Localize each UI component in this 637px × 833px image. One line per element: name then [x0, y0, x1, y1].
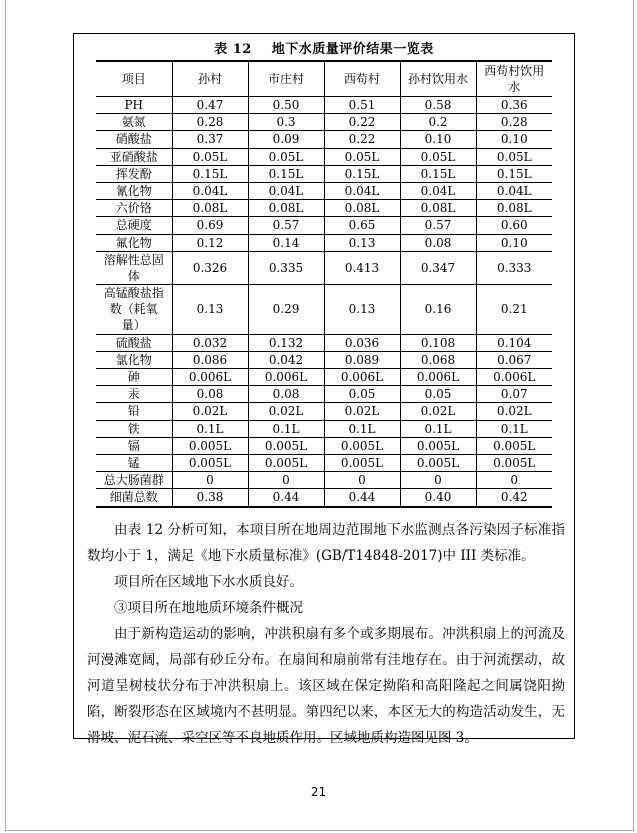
row-value-cell: 0.1L — [476, 420, 552, 437]
paragraph: 由于新构造运动的影响，冲洪积扇有多个或多期展布。冲洪积扇上的河流及河漫滩宽阔，局部有砂丘分布。在扇间和扇前常有洼地存在。由于河流摆动，故河道呈树枝状分布于冲洪积扇上。该区域在保定拗陷和高阳隆起之间属饶阳拗陷，断裂形态在区域境内不甚明显。第四纪以来，本区无大的构造活动发生，无滑坡、泥石流、采空区等不良地质作用。区域地质构造图见图 3。 — [87, 625, 565, 746]
body-text — [74, 517, 574, 751]
row-item-label: 高锰酸盐指数（耗氧量） — [96, 285, 172, 335]
row-item-label: 六价铬 — [96, 200, 172, 217]
row-value-cell: 0.3 — [248, 114, 324, 131]
row-value-cell: 0.02L — [476, 403, 552, 420]
row-value-cell: 0.21 — [476, 285, 552, 335]
row-value-cell: 0.13 — [324, 285, 400, 335]
row-value-cell: 0.05L — [172, 148, 248, 165]
row-value-cell: 0.006L — [172, 369, 248, 386]
row-value-cell: 0.57 — [248, 217, 324, 234]
row-value-cell: 0.1L — [172, 420, 248, 437]
table-row — [96, 334, 552, 351]
row-item-label: 硫酸盐 — [96, 334, 172, 351]
table-head — [96, 61, 552, 97]
header-cell: 市庄村 — [248, 61, 324, 97]
table-row — [96, 454, 552, 471]
row-value-cell: 0.05L — [476, 148, 552, 165]
content-border-box — [73, 33, 575, 746]
row-value-cell: 0.005L — [172, 437, 248, 454]
row-value-cell: 0.69 — [172, 217, 248, 234]
row-value-cell: 0.042 — [248, 351, 324, 368]
row-value-cell: 0.10 — [400, 131, 476, 148]
row-item-label: 汞 — [96, 386, 172, 403]
row-value-cell: 0.1L — [248, 420, 324, 437]
row-value-cell: 0.50 — [248, 97, 324, 114]
table-row — [96, 489, 552, 507]
table-body — [96, 97, 552, 507]
row-value-cell: 0.05 — [324, 386, 400, 403]
row-value-cell: 0.15L — [400, 165, 476, 182]
row-item-label: 氯化物 — [96, 351, 172, 368]
row-value-cell: 0 — [172, 472, 248, 489]
row-value-cell: 0.09 — [248, 131, 324, 148]
row-value-cell: 0.12 — [172, 234, 248, 251]
row-item-label: 氟化物 — [96, 234, 172, 251]
row-value-cell: 0.10 — [476, 234, 552, 251]
row-value-cell: 0.08L — [324, 200, 400, 217]
row-value-cell: 0.15L — [172, 165, 248, 182]
paragraph: 由表 12 分析可知，本项目所在地周边范围地下水监测点各污染因子标准指数均小于 1，满足《地下水质量标准》(GB/T14848-2017)中 III 类标准。 — [87, 521, 565, 564]
table-number-label: 表 12 — [214, 42, 252, 57]
table-row — [96, 285, 552, 335]
page-edge-right — [633, 0, 634, 831]
row-value-cell: 0.005L — [400, 454, 476, 471]
row-value-cell: 0.65 — [324, 217, 400, 234]
row-value-cell: 0.326 — [172, 251, 248, 284]
row-item-label: 镉 — [96, 437, 172, 454]
header-cell: 孙村饮用水 — [400, 61, 476, 97]
row-value-cell: 0.132 — [248, 334, 324, 351]
row-value-cell: 0.005L — [248, 437, 324, 454]
row-value-cell: 0.036 — [324, 334, 400, 351]
row-value-cell: 0.02L — [248, 403, 324, 420]
table-row — [96, 114, 552, 131]
row-item-label: 氰化物 — [96, 182, 172, 199]
row-value-cell: 0.36 — [476, 97, 552, 114]
table-row — [96, 97, 552, 114]
row-value-cell: 0.1L — [400, 420, 476, 437]
row-value-cell: 0.04L — [400, 182, 476, 199]
page-number: 21 — [310, 785, 327, 799]
row-value-cell: 0.58 — [400, 97, 476, 114]
row-value-cell: 0.15L — [324, 165, 400, 182]
row-value-cell: 0.006L — [476, 369, 552, 386]
row-value-cell: 0.29 — [248, 285, 324, 335]
row-value-cell: 0.05L — [400, 148, 476, 165]
row-value-cell: 0.006L — [324, 369, 400, 386]
row-value-cell: 0.47 — [172, 97, 248, 114]
row-value-cell: 0.05L — [248, 148, 324, 165]
row-value-cell: 0.08L — [248, 200, 324, 217]
table-row — [96, 472, 552, 489]
row-value-cell: 0.37 — [172, 131, 248, 148]
row-item-label: 锰 — [96, 454, 172, 471]
row-value-cell: 0.005L — [324, 454, 400, 471]
row-value-cell: 0.005L — [400, 437, 476, 454]
row-value-cell: 0.347 — [400, 251, 476, 284]
row-value-cell: 0.02L — [324, 403, 400, 420]
table-row — [96, 217, 552, 234]
table-row — [96, 200, 552, 217]
table-row — [96, 182, 552, 199]
table-row — [96, 403, 552, 420]
page-edge-bottom — [5, 830, 634, 831]
table-row — [96, 437, 552, 454]
paragraph: 项目所在区域地下水水质良好。 — [114, 573, 303, 590]
row-value-cell: 0.10 — [476, 131, 552, 148]
row-value-cell: 0.16 — [400, 285, 476, 335]
row-value-cell: 0.44 — [248, 489, 324, 507]
row-value-cell: 0.42 — [476, 489, 552, 507]
header-cell: 项目 — [96, 61, 172, 97]
row-value-cell: 0.006L — [400, 369, 476, 386]
row-value-cell: 0.40 — [400, 489, 476, 507]
row-item-label: 亚硝酸盐 — [96, 148, 172, 165]
table-title-text: 地下水质量评价结果一览表 — [271, 42, 434, 57]
row-value-cell: 0.04L — [248, 182, 324, 199]
row-value-cell: 0.108 — [400, 334, 476, 351]
row-item-label: 细菌总数 — [96, 489, 172, 507]
row-value-cell: 0 — [248, 472, 324, 489]
row-value-cell: 0.28 — [172, 114, 248, 131]
row-item-label: 总硬度 — [96, 217, 172, 234]
row-item-label: 铅 — [96, 403, 172, 420]
row-value-cell: 0.005L — [324, 437, 400, 454]
row-value-cell: 0.005L — [248, 454, 324, 471]
row-value-cell: 0.2 — [400, 114, 476, 131]
row-value-cell: 0.07 — [476, 386, 552, 403]
row-value-cell: 0 — [476, 472, 552, 489]
table-row — [96, 148, 552, 165]
row-value-cell: 0.04L — [172, 182, 248, 199]
row-value-cell: 0.14 — [248, 234, 324, 251]
row-value-cell: 0.04L — [324, 182, 400, 199]
row-value-cell: 0.05 — [400, 386, 476, 403]
row-value-cell: 0.22 — [324, 131, 400, 148]
row-value-cell: 0.08L — [400, 200, 476, 217]
table-row — [96, 420, 552, 437]
header-cell: 西苟村饮用水 — [476, 61, 552, 97]
row-value-cell: 0.089 — [324, 351, 400, 368]
row-item-label: 溶解性总固体 — [96, 251, 172, 284]
row-value-cell: 0.032 — [172, 334, 248, 351]
row-value-cell: 0.1L — [324, 420, 400, 437]
table-row — [96, 165, 552, 182]
row-item-label: 砷 — [96, 369, 172, 386]
header-cell: 孙村 — [172, 61, 248, 97]
page-edge-left — [5, 0, 6, 831]
header-cell: 西苟村 — [324, 61, 400, 97]
row-value-cell: 0.13 — [324, 234, 400, 251]
table-row — [96, 351, 552, 368]
row-value-cell: 0.22 — [324, 114, 400, 131]
row-value-cell: 0 — [324, 472, 400, 489]
row-value-cell: 0.104 — [476, 334, 552, 351]
row-value-cell: 0.005L — [172, 454, 248, 471]
row-value-cell: 0.005L — [476, 437, 552, 454]
row-value-cell: 0.28 — [476, 114, 552, 131]
row-value-cell: 0.333 — [476, 251, 552, 284]
row-value-cell: 0.08L — [172, 200, 248, 217]
row-value-cell: 0.413 — [324, 251, 400, 284]
row-value-cell: 0.60 — [476, 217, 552, 234]
row-value-cell: 0.04L — [476, 182, 552, 199]
row-value-cell: 0.067 — [476, 351, 552, 368]
row-value-cell: 0.05L — [324, 148, 400, 165]
row-value-cell: 0.38 — [172, 489, 248, 507]
row-value-cell: 0.15L — [248, 165, 324, 182]
row-value-cell: 0.02L — [172, 403, 248, 420]
table-row — [96, 131, 552, 148]
row-value-cell: 0.068 — [400, 351, 476, 368]
row-item-label: 总大肠菌群 — [96, 472, 172, 489]
row-value-cell: 0.08 — [248, 386, 324, 403]
row-value-cell: 0.08 — [400, 234, 476, 251]
table-row — [96, 234, 552, 251]
table-row — [96, 251, 552, 284]
row-item-label: 挥发酚 — [96, 165, 172, 182]
row-value-cell: 0.006L — [248, 369, 324, 386]
row-value-cell: 0.44 — [324, 489, 400, 507]
row-value-cell: 0.13 — [172, 285, 248, 335]
row-value-cell: 0.15L — [476, 165, 552, 182]
paragraph: ③项目所在地地质环境条件概况 — [114, 599, 303, 616]
row-item-label: 氨氮 — [96, 114, 172, 131]
row-item-label: 硝酸盐 — [96, 131, 172, 148]
row-value-cell: 0.02L — [400, 403, 476, 420]
row-value-cell: 0.335 — [248, 251, 324, 284]
table-row — [96, 386, 552, 403]
row-value-cell: 0.57 — [400, 217, 476, 234]
row-value-cell: 0.08L — [476, 200, 552, 217]
row-value-cell: 0.086 — [172, 351, 248, 368]
row-value-cell: 0 — [400, 472, 476, 489]
row-item-label: 铁 — [96, 420, 172, 437]
table-row — [96, 369, 552, 386]
table-header-row — [96, 61, 552, 97]
water-quality-table — [96, 60, 552, 508]
row-item-label: PH — [96, 97, 172, 114]
row-value-cell: 0.005L — [476, 454, 552, 471]
row-value-cell: 0.08 — [172, 386, 248, 403]
table-title — [74, 38, 574, 57]
row-value-cell: 0.51 — [324, 97, 400, 114]
